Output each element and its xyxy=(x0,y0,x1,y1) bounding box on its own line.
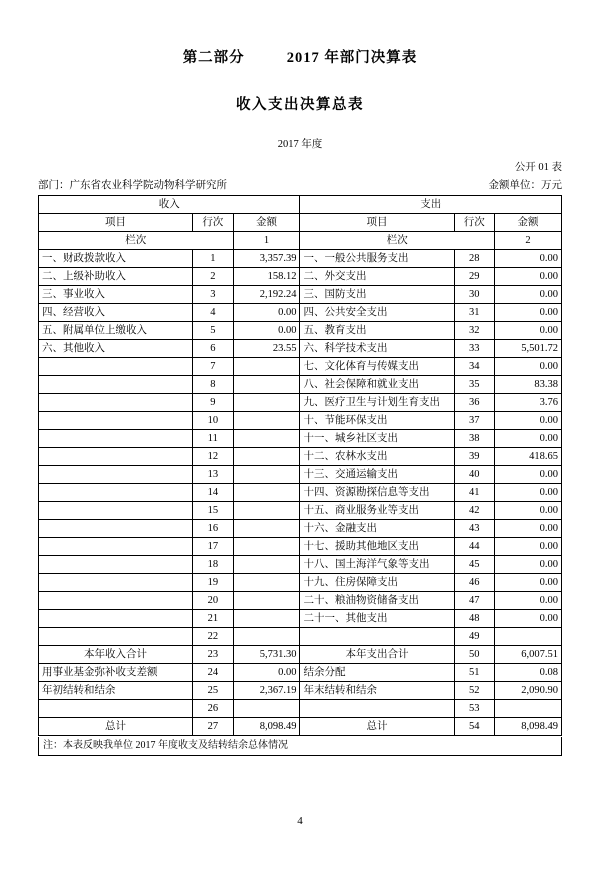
fiscal-year: 2017 年度 xyxy=(277,139,323,150)
cell-exp-line: 51 xyxy=(454,664,495,682)
cell-income-line: 16 xyxy=(193,520,234,538)
cell-exp-amount: 5,501.72 xyxy=(495,340,562,358)
cell-exp-amount: 0.00 xyxy=(495,268,562,286)
table-row xyxy=(39,610,562,628)
table-row xyxy=(39,556,562,574)
cell-exp-line: 40 xyxy=(454,466,495,484)
table-row xyxy=(39,448,562,466)
cell-exp-line: 45 xyxy=(454,556,495,574)
col-header-exp-line: 行次 xyxy=(454,214,495,232)
cell-income-amount xyxy=(233,394,300,412)
cell-income-line: 26 xyxy=(193,700,234,718)
cell-exp-amount: 3.76 xyxy=(495,394,562,412)
cell-income-item: 总计 xyxy=(39,718,193,736)
meta-row-department xyxy=(38,177,562,192)
table-row xyxy=(39,484,562,502)
cell-exp-line: 34 xyxy=(454,358,495,376)
cell-income-line: 18 xyxy=(193,556,234,574)
table-row xyxy=(39,466,562,484)
cell-exp-item: 七、文化体育与传媒支出 xyxy=(300,358,454,376)
cell-income-line: 23 xyxy=(193,646,234,664)
cell-income-line: 3 xyxy=(193,286,234,304)
table-column-header-row xyxy=(39,214,562,232)
table-row xyxy=(39,592,562,610)
cell-income-line: 20 xyxy=(193,592,234,610)
cell-exp-line: 33 xyxy=(454,340,495,358)
cell-exp-line: 36 xyxy=(454,394,495,412)
table-row xyxy=(39,682,562,700)
cell-income-item: 一、财政拨款收入 xyxy=(39,250,193,268)
page-number: 4 xyxy=(297,815,303,827)
cell-income-line: 24 xyxy=(193,664,234,682)
cell-exp-line: 53 xyxy=(454,700,495,718)
cell-exp-line: 30 xyxy=(454,286,495,304)
cell-exp-amount: 83.38 xyxy=(495,376,562,394)
cell-income-item xyxy=(39,466,193,484)
table-row xyxy=(39,430,562,448)
cell-income-item xyxy=(39,484,193,502)
cell-income-amount xyxy=(233,700,300,718)
cell-income-item xyxy=(39,412,193,430)
cell-exp-amount: 0.00 xyxy=(495,574,562,592)
cell-income-item xyxy=(39,376,193,394)
subheader-income-col: 1 xyxy=(233,232,300,250)
amount-unit: 金额单位：万元 xyxy=(488,180,562,191)
cell-income-line: 14 xyxy=(193,484,234,502)
cell-exp-item xyxy=(300,628,454,646)
cell-income-amount: 8,098.49 xyxy=(233,718,300,736)
cell-income-item xyxy=(39,700,193,718)
cell-income-item xyxy=(39,610,193,628)
table-row xyxy=(39,538,562,556)
table-row xyxy=(39,646,562,664)
subheader-exp-col: 2 xyxy=(495,232,562,250)
cell-exp-amount: 0.00 xyxy=(495,484,562,502)
cell-income-item: 年初结转和结余 xyxy=(39,682,193,700)
table-subheader-row xyxy=(39,232,562,250)
cell-exp-amount: 0.00 xyxy=(495,592,562,610)
cell-exp-line: 44 xyxy=(454,538,495,556)
cell-income-amount: 5,731.30 xyxy=(233,646,300,664)
cell-exp-item: 十三、交通运输支出 xyxy=(300,466,454,484)
cell-exp-amount: 2,090.90 xyxy=(495,682,562,700)
cell-income-line: 22 xyxy=(193,628,234,646)
cell-exp-amount: 0.00 xyxy=(495,466,562,484)
cell-exp-item: 九、医疗卫生与计划生育支出 xyxy=(300,394,454,412)
table-row xyxy=(39,502,562,520)
cell-income-item: 四、经营收入 xyxy=(39,304,193,322)
cell-exp-item: 十一、城乡社区支出 xyxy=(300,430,454,448)
cell-income-line: 9 xyxy=(193,394,234,412)
cell-exp-line: 32 xyxy=(454,322,495,340)
cell-income-amount xyxy=(233,412,300,430)
cell-income-item xyxy=(39,394,193,412)
cell-income-amount: 0.00 xyxy=(233,664,300,682)
col-header-exp-item: 项目 xyxy=(300,214,454,232)
cell-exp-item: 二十一、其他支出 xyxy=(300,610,454,628)
cell-income-amount xyxy=(233,448,300,466)
table-note: 注：本表反映我单位 2017 年度收支及结转结余总体情况 xyxy=(38,737,562,756)
cell-exp-item xyxy=(300,700,454,718)
col-header-income-amount: 金额 xyxy=(233,214,300,232)
cell-exp-line: 29 xyxy=(454,268,495,286)
cell-income-item xyxy=(39,502,193,520)
table-row xyxy=(39,340,562,358)
cell-exp-item: 十四、资源勘探信息等支出 xyxy=(300,484,454,502)
cell-income-item xyxy=(39,574,193,592)
cell-income-line: 7 xyxy=(193,358,234,376)
budget-table xyxy=(38,195,562,736)
cell-income-line: 13 xyxy=(193,466,234,484)
col-header-income-line: 行次 xyxy=(193,214,234,232)
cell-income-line: 1 xyxy=(193,250,234,268)
cell-income-line: 2 xyxy=(193,268,234,286)
cell-exp-line: 47 xyxy=(454,592,495,610)
cell-income-amount xyxy=(233,556,300,574)
cell-exp-amount: 0.00 xyxy=(495,358,562,376)
cell-exp-item: 五、教育支出 xyxy=(300,322,454,340)
cell-income-line: 17 xyxy=(193,538,234,556)
cell-exp-line: 38 xyxy=(454,430,495,448)
table-row xyxy=(39,304,562,322)
cell-income-amount xyxy=(233,538,300,556)
cell-exp-item: 一、一般公共服务支出 xyxy=(300,250,454,268)
part-label: 第二部分 xyxy=(182,50,245,66)
cell-income-item xyxy=(39,556,193,574)
cell-exp-line: 46 xyxy=(454,574,495,592)
cell-exp-item: 十九、住房保障支出 xyxy=(300,574,454,592)
cell-income-line: 12 xyxy=(193,448,234,466)
cell-income-amount xyxy=(233,376,300,394)
cell-income-amount: 0.00 xyxy=(233,322,300,340)
table-row xyxy=(39,664,562,682)
cell-exp-line: 39 xyxy=(454,448,495,466)
table-row xyxy=(39,628,562,646)
cell-income-line: 6 xyxy=(193,340,234,358)
group-header-income: 收入 xyxy=(39,196,300,214)
cell-exp-amount: 0.00 xyxy=(495,520,562,538)
table-row xyxy=(39,268,562,286)
cell-income-item xyxy=(39,520,193,538)
cell-income-amount xyxy=(233,358,300,376)
cell-exp-amount xyxy=(495,700,562,718)
col-header-income-item: 项目 xyxy=(39,214,193,232)
cell-exp-amount: 0.00 xyxy=(495,412,562,430)
cell-income-amount xyxy=(233,610,300,628)
cell-exp-line: 42 xyxy=(454,502,495,520)
cell-income-item: 五、附属单位上缴收入 xyxy=(39,322,193,340)
cell-income-line: 10 xyxy=(193,412,234,430)
cell-income-line: 11 xyxy=(193,430,234,448)
cell-exp-item: 三、国防支出 xyxy=(300,286,454,304)
cell-income-line: 15 xyxy=(193,502,234,520)
table-row xyxy=(39,574,562,592)
table-row xyxy=(39,322,562,340)
table-row xyxy=(39,700,562,718)
title-text: 2017 年部门决算表 xyxy=(286,50,418,66)
cell-exp-amount: 6,007.51 xyxy=(495,646,562,664)
meta-row-form-no xyxy=(38,159,562,174)
cell-exp-item: 总计 xyxy=(300,718,454,736)
cell-exp-line: 41 xyxy=(454,484,495,502)
col-header-exp-amount: 金额 xyxy=(495,214,562,232)
cell-exp-item: 四、公共安全支出 xyxy=(300,304,454,322)
cell-income-item: 二、上级补助收入 xyxy=(39,268,193,286)
cell-income-amount xyxy=(233,466,300,484)
cell-exp-amount: 0.00 xyxy=(495,556,562,574)
cell-exp-item: 十五、商业服务业等支出 xyxy=(300,502,454,520)
cell-income-item xyxy=(39,628,193,646)
cell-income-line: 21 xyxy=(193,610,234,628)
cell-income-line: 27 xyxy=(193,718,234,736)
table-row xyxy=(39,718,562,736)
cell-income-amount xyxy=(233,430,300,448)
cell-income-item: 六、其他收入 xyxy=(39,340,193,358)
cell-exp-item: 二十、粮油物资储备支出 xyxy=(300,592,454,610)
cell-exp-amount: 418.65 xyxy=(495,448,562,466)
cell-income-item: 用事业基金弥补收支差额 xyxy=(39,664,193,682)
cell-exp-amount: 0.00 xyxy=(495,610,562,628)
table-group-header-row xyxy=(39,196,562,214)
cell-exp-item: 八、社会保障和就业支出 xyxy=(300,376,454,394)
cell-income-item xyxy=(39,430,193,448)
cell-exp-amount: 0.00 xyxy=(495,304,562,322)
table-title: 收入支出决算总表 xyxy=(236,97,364,113)
cell-exp-item: 十七、援助其他地区支出 xyxy=(300,538,454,556)
cell-exp-item: 年末结转和结余 xyxy=(300,682,454,700)
cell-income-amount xyxy=(233,592,300,610)
cell-exp-line: 52 xyxy=(454,682,495,700)
cell-exp-line: 28 xyxy=(454,250,495,268)
cell-exp-line: 43 xyxy=(454,520,495,538)
cell-exp-item: 十、节能环保支出 xyxy=(300,412,454,430)
cell-exp-line: 31 xyxy=(454,304,495,322)
cell-exp-item: 六、科学技术支出 xyxy=(300,340,454,358)
table-row xyxy=(39,286,562,304)
cell-exp-amount: 0.00 xyxy=(495,286,562,304)
cell-exp-line: 48 xyxy=(454,610,495,628)
cell-income-item xyxy=(39,358,193,376)
department-name: 部门：广东省农业科学院动物科学研究所 xyxy=(38,180,227,191)
cell-income-amount xyxy=(233,502,300,520)
cell-exp-item: 结余分配 xyxy=(300,664,454,682)
cell-income-amount xyxy=(233,484,300,502)
cell-exp-amount: 0.08 xyxy=(495,664,562,682)
cell-income-amount xyxy=(233,520,300,538)
cell-exp-item: 十六、金融支出 xyxy=(300,520,454,538)
cell-income-amount: 2,367.19 xyxy=(233,682,300,700)
form-number: 公开 01 表 xyxy=(514,162,562,173)
cell-exp-amount: 0.00 xyxy=(495,430,562,448)
cell-exp-amount xyxy=(495,628,562,646)
cell-exp-item: 十八、国土海洋气象等支出 xyxy=(300,556,454,574)
cell-exp-amount: 0.00 xyxy=(495,538,562,556)
cell-income-item xyxy=(39,448,193,466)
document-page xyxy=(0,46,600,879)
cell-exp-line: 37 xyxy=(454,412,495,430)
cell-income-amount: 3,357.39 xyxy=(233,250,300,268)
table-row xyxy=(39,520,562,538)
cell-exp-line: 35 xyxy=(454,376,495,394)
cell-income-line: 8 xyxy=(193,376,234,394)
cell-income-amount xyxy=(233,574,300,592)
cell-income-item xyxy=(39,538,193,556)
cell-income-amount: 0.00 xyxy=(233,304,300,322)
table-body xyxy=(39,196,562,736)
cell-income-amount xyxy=(233,628,300,646)
cell-exp-amount: 0.00 xyxy=(495,250,562,268)
cell-income-item xyxy=(39,592,193,610)
cell-income-line: 25 xyxy=(193,682,234,700)
cell-exp-amount: 0.00 xyxy=(495,502,562,520)
cell-income-line: 19 xyxy=(193,574,234,592)
page-title xyxy=(38,46,562,67)
table-row xyxy=(39,412,562,430)
cell-income-amount: 23.55 xyxy=(233,340,300,358)
table-row xyxy=(39,358,562,376)
cell-income-amount: 158.12 xyxy=(233,268,300,286)
group-header-expenditure: 支出 xyxy=(300,196,562,214)
cell-exp-amount: 0.00 xyxy=(495,322,562,340)
table-row xyxy=(39,250,562,268)
cell-income-amount: 2,192.24 xyxy=(233,286,300,304)
cell-exp-line: 49 xyxy=(454,628,495,646)
subheader-income-label: 栏次 xyxy=(39,232,234,250)
cell-exp-item: 本年支出合计 xyxy=(300,646,454,664)
subheader-exp-label: 栏次 xyxy=(300,232,495,250)
cell-exp-amount: 8,098.49 xyxy=(495,718,562,736)
cell-income-item: 本年收入合计 xyxy=(39,646,193,664)
cell-exp-line: 54 xyxy=(454,718,495,736)
table-row xyxy=(39,376,562,394)
cell-income-line: 5 xyxy=(193,322,234,340)
table-row xyxy=(39,394,562,412)
cell-income-item: 三、事业收入 xyxy=(39,286,193,304)
cell-exp-line: 50 xyxy=(454,646,495,664)
cell-income-line: 4 xyxy=(193,304,234,322)
cell-exp-item: 二、外交支出 xyxy=(300,268,454,286)
cell-exp-item: 十二、农林水支出 xyxy=(300,448,454,466)
